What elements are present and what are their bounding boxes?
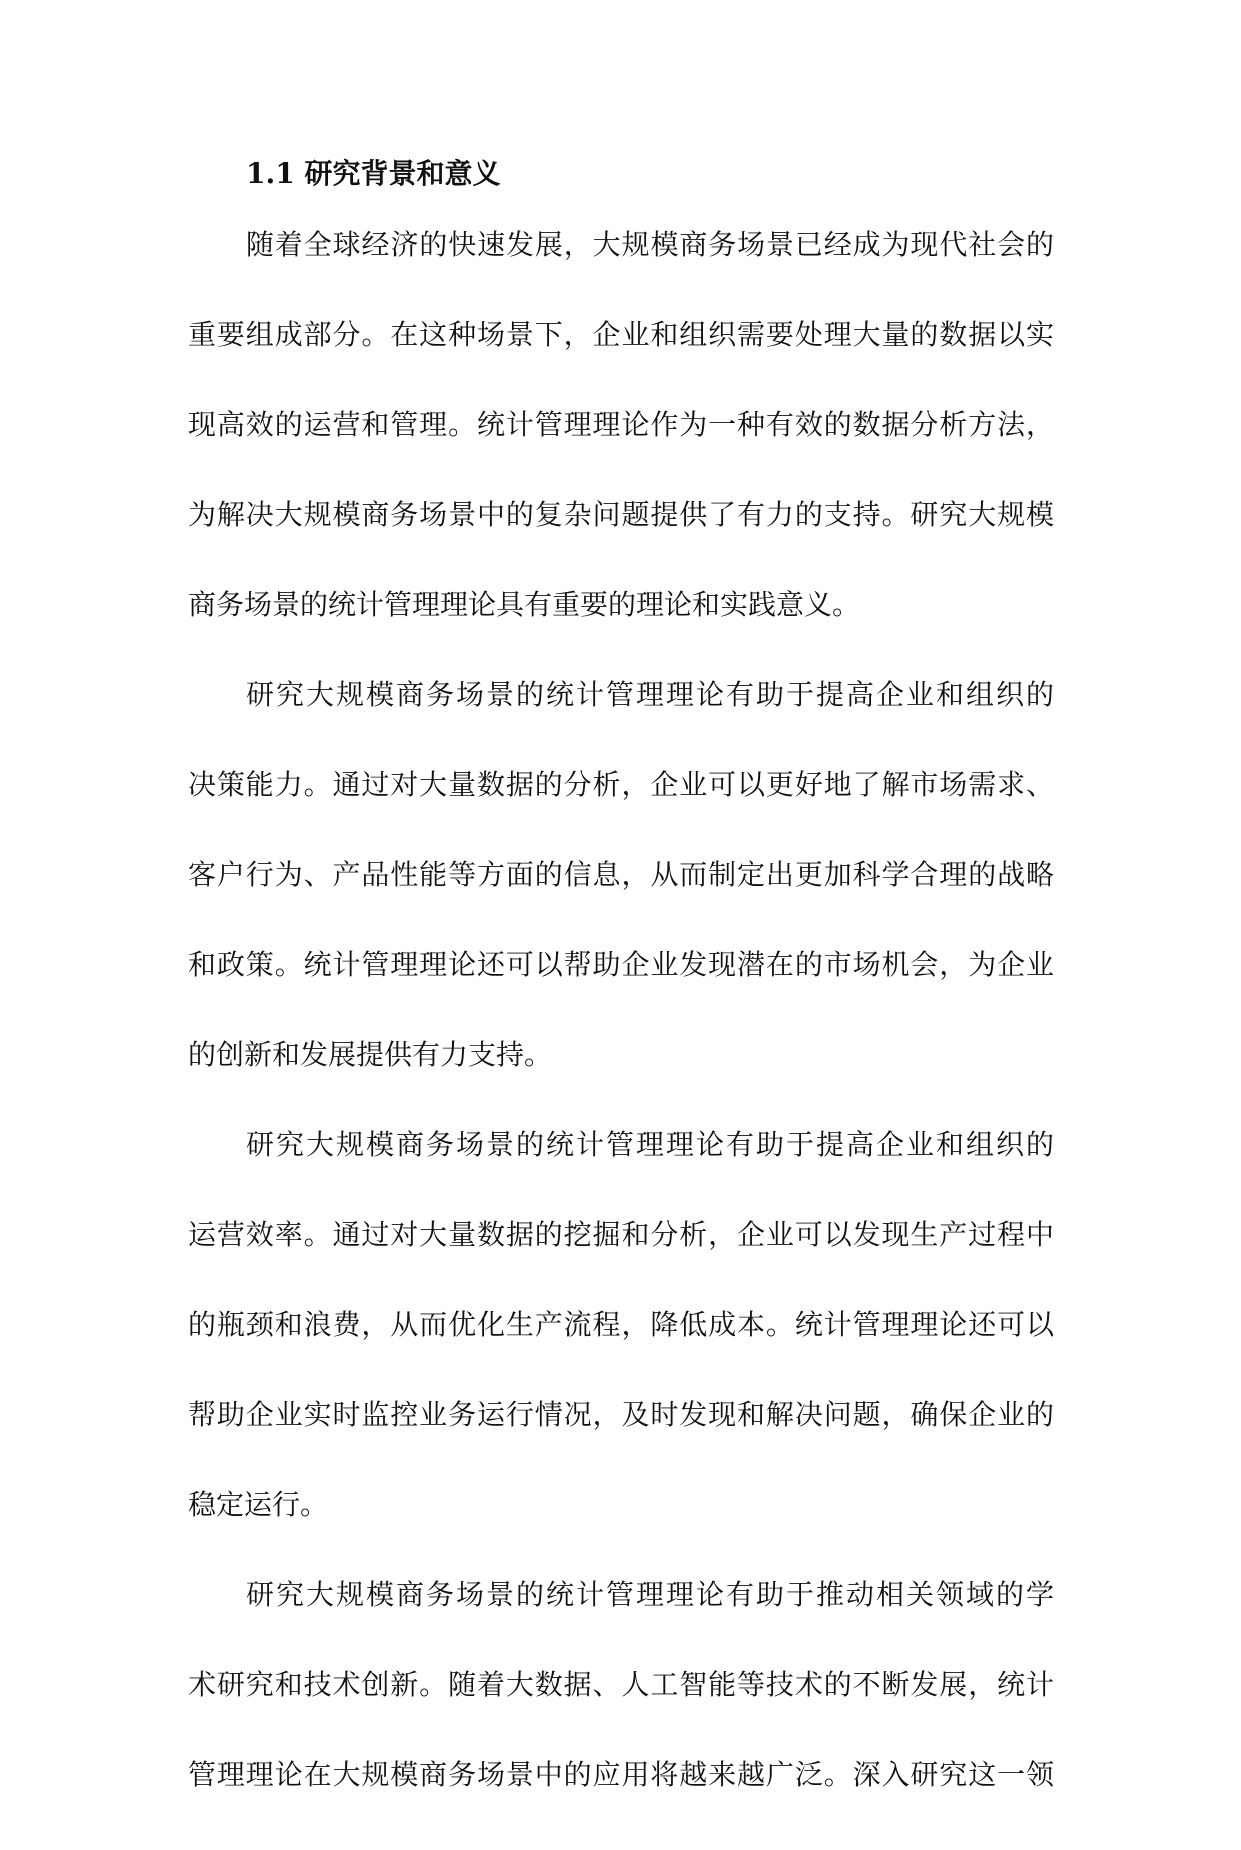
paragraph-line: 研究大规模商务场景的统计管理理论有助于提高企业和组织的: [246, 1128, 1054, 1161]
paragraph-line: 管理理论在大规模商务场景中的应用将越来越广泛。深入研究这一领: [188, 1758, 1054, 1791]
paragraph-line: 为解决大规模商务场景中的复杂问题提供了有力的支持。研究大规模: [188, 498, 1054, 531]
paragraph-line: 研究大规模商务场景的统计管理理论有助于推动相关领域的学: [246, 1578, 1054, 1611]
paragraph-line: 运营效率。通过对大量数据的挖掘和分析，企业可以发现生产过程中: [188, 1218, 1054, 1251]
paragraph-line: 决策能力。通过对大量数据的分析，企业可以更好地了解市场需求、: [188, 768, 1054, 801]
paragraph-line: 随着全球经济的快速发展，大规模商务场景已经成为现代社会的: [246, 228, 1054, 261]
paragraph-line: 的瓶颈和浪费，从而优化生产流程，降低成本。统计管理理论还可以: [188, 1308, 1054, 1341]
paragraph-line: 重要组成部分。在这种场景下，企业和组织需要处理大量的数据以实: [188, 318, 1054, 351]
paragraph-line: 稳定运行。: [188, 1488, 329, 1521]
paragraph-line: 商务场景的统计管理理论具有重要的理论和实践意义。: [188, 588, 861, 621]
paragraph-line: 和政策。统计管理理论还可以帮助企业发现潜在的市场机会，为企业: [188, 948, 1054, 981]
paragraph-line: 客户行为、产品性能等方面的信息，从而制定出更加科学合理的战略: [188, 858, 1054, 891]
paragraph-line: 的创新和发展提供有力支持。: [188, 1038, 553, 1071]
paragraph-decision-making: [188, 680, 1054, 1070]
paragraph-line: 研究大规模商务场景的统计管理理论有助于提高企业和组织的: [246, 678, 1054, 711]
section-heading: 1.1 研究背景和意义: [246, 157, 501, 190]
document-body: [188, 140, 1054, 1850]
paragraph-line: 现高效的运营和管理。统计管理理论作为一种有效的数据分析方法，: [188, 408, 1054, 441]
paragraph-line: 帮助企业实时监控业务运行情况，及时发现和解决问题，确保企业的: [188, 1398, 1054, 1431]
paragraph-operational-efficiency: [188, 1130, 1054, 1520]
paragraph-background: [188, 230, 1054, 620]
paragraph-line: 术研究和技术创新。随着大数据、人工智能等技术的不断发展，统计: [188, 1668, 1054, 1701]
paragraph-research-innovation: [188, 1580, 1054, 1790]
